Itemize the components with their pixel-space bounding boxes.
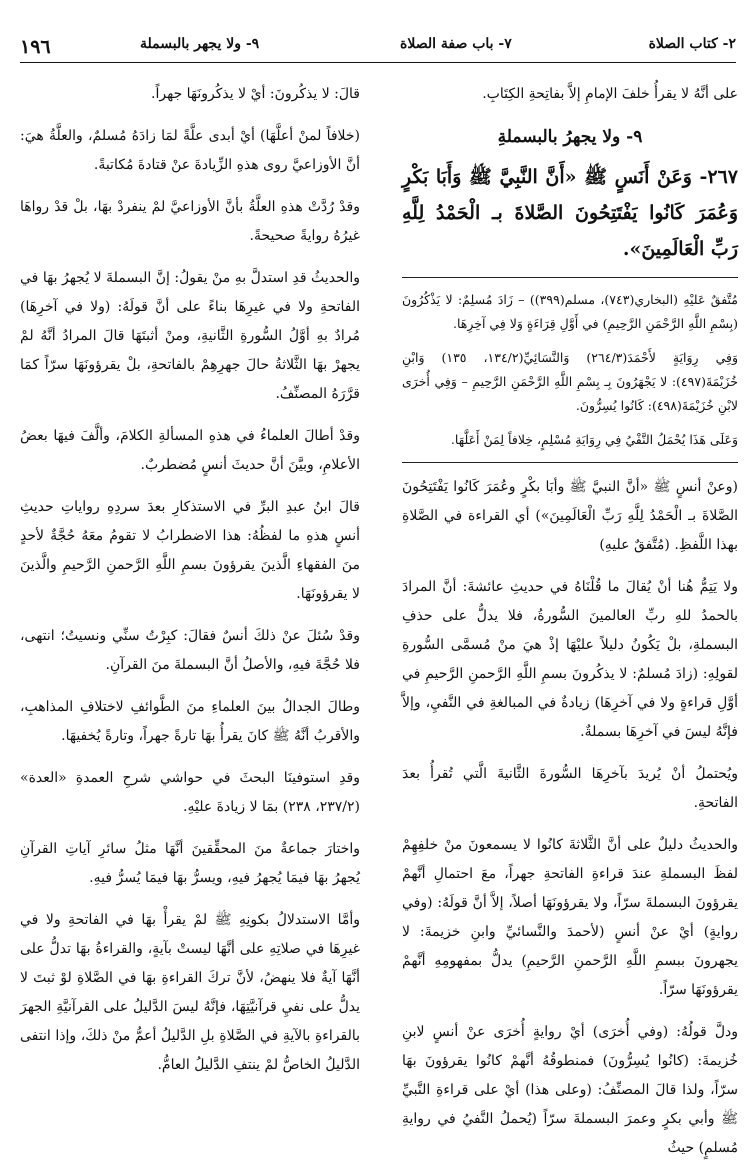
commentary-paragraph: وقدِ استوفينَا البحثَ في حواشي شرحِ العمدةِ «العدة» (٢٣٧/٢، ٢٣٨) بمَا لا زيادةَ عليْهِ. — [20, 770, 360, 815]
running-header — [20, 36, 736, 62]
commentary-paragraph: ويُحتملُ أنْ يُريدَ بآخرِهَا السُّورةَ الثَّانيةَ الَّتي تُقرأُ بعدَ الفاتحةِ. — [402, 766, 738, 811]
header-section-title: ٩- ولا يجهر بالبسملة — [140, 36, 260, 52]
commentary-paragraph: والحديثُ قدِ استدلَّ بهِ منْ يقولُ: إنَّ البسملةَ لا يُجهرُ بهَا في الفاتحةِ ولا في غيرِهَا بناءً على أنَّ قولَهُ: (ولا في آخرِهَا) مُرادٌ بهِ أوَّلُ السُّورةِ الثَّانيةِ، ومنْ أثبتَهَا قالَ المرادُ أنَّهُ لمْ يجهرْ بهَا الثَّلاثةُ حالَ جهرِهِمْ بالفاتحةِ، بلْ يقرؤونَهَا سرّاً كمَا قرَّرَهُ المصنِّفُ. — [20, 270, 360, 402]
page-number: ١٩٦ — [20, 36, 51, 58]
header-book-title: ٢- كتاب الصلاة — [648, 36, 736, 52]
commentary-paragraph: واختارَ جماعةٌ منَ المحقِّقينَ أنَّهَا مثلُ سائرِ آياتِ القرآنِ يُجهرُ بهَا فيمَا يُجهرُ فيهِ، ويسرُّ بهَا فيمَا يُسرُّ فيهِ. — [20, 841, 360, 886]
left-column — [20, 80, 360, 1090]
takhrij-paragraph: وَعَلَى هَذَا يُحْمَلُ النَّفْيُ فِي رِوَايَةِ مُسْلِمٍ، خِلافاً لِمَنْ أَعَلَّهَا. — [450, 432, 738, 447]
commentary-paragraph: وقدْ رُدَّتْ هذهِ العلَّةُ بأنَّ الأوزاعيَّ لمْ ينفردْ بهَا، بلْ قدْ رواهَا غيرُهُ روايةً صحيحةً. — [20, 199, 360, 244]
commentary-paragraph: (خلافاً لمنْ أعلَّهَا) أيْ أبدى علَّةً لمَا زادَهُ مُسلمٌ، والعلَّةُ هيَ: أنَّ الأوزاعيَّ روى هذهِ الزِّيادةَ عنْ قتادةَ مُكاتبةً. — [20, 128, 360, 173]
right-column — [402, 80, 738, 1156]
commentary-paragraph: وطالَ الجدالُ بينَ العلماءِ منَ الطَّوائفِ لاختلافِ المذاهبِ، والأقربُ أنَّهُ ﷺ كانَ يقرأُ بهَا تارةً جهراً، وتارةً يُخفيهَا. — [20, 699, 360, 744]
hadith-rule — [402, 277, 738, 278]
commentary-paragraph: وقدْ أطالَ العلماءُ في هذهِ المسألةِ الكلامَ، وألَّفَ فيهَا بعضُ الأعلامِ، وبيَّنَ أنَّ حديثَ أنسٍ مُضطربٌ. — [20, 428, 360, 473]
commentary-paragraph: ولا يَتِمُّ هُنا أنْ يُقالَ ما قُلْنَاهُ في حديثِ عائشةَ: أنَّ المرادَ بالحمدُ للهِ ربِّ العالمينَ السُّورةُ، فلا يدلُّ على حذفِ البسملةِ، بلْ يَكُونُ دليلاً عليْهَا إذْ هيَ منْ مُسمَّى السُّورةِ لقولِهِ: (زادَ مُسلمٌ: لا يذكُرونَ بسمِ اللَّهِ الرَّحمنِ الرَّحيمِ في أوَّلِ قراءةٍ ولا في آخرِهَا) زيادةٌ في المبالغةِ في النَّفيِ، وإلاَّ فإنَّهُ ليسَ في آخرِهَا بسملةٌ. — [402, 579, 738, 740]
commentary-paragraph: قالَ: لا يذكُرونَ: أيْ لا يذكُرونَهَا جهراً. — [151, 86, 360, 102]
commentary-paragraph: والحديثُ دليلٌ على أنَّ الثَّلاثةَ كانُوا لا يسمعونَ منْ خلفِهِمْ لفظَ البسملةِ عندَ قراءةِ الفاتحةِ جهراً، معَ احتمالِ أنَّهمْ يقرؤونَ البسملةَ سرّاً، ولا يقرؤونَهَا أصلاً، إلاَّ أنَّ قولَهُ: (وفي روايةٍ) أيْ عنْ أنسٍ (لأحمدَ والنَّسائيِّ وابنِ خزيمةَ: لا يجهرونَ ببسمِ اللَّهِ الرَّحمنِ الرَّحيمِ) يدلُّ بمفهومِهِ أنَّهمْ يقرؤونَهَا سرّاً. — [402, 837, 738, 998]
section-heading: ٩- ولا يجهرُ بالبسملةِ — [497, 127, 643, 147]
header-rule — [20, 62, 736, 63]
commentary-paragraph: قالَ ابنُ عبدِ البرِّ في الاستذكارِ بعدَ سردِهِ رواياتِ حديثِ أنسٍ هذهِ ما لفظُهُ: هذا الاضطرابُ لا تقومُ معَهُ حُجَّةٌ لأحدٍ منَ الفقهاءِ الَّذينَ يقرؤونَ بسمِ اللَّهِ الرَّحمنِ الرَّحيمِ والَّذينَ لا يقرؤونَهَا. — [20, 499, 360, 602]
commentary-paragraph: (وعنْ أنسٍ ﷺ «أنَّ النبيَّ ﷺ وأبَا بكْرٍ وعُمَرَ كَانُوا يَفْتَتِحُونَ الصَّلاةَ بـ الْحَمْدُ لِلَّهِ رَبِّ الْعَالَمِينَ») أي القراءة في الصَّلاةِ بهذا اللَّفظِ. (مُتَّفقٌ عليهِ) — [402, 479, 738, 553]
commentary-paragraph: وأمَّا الاستدلالُ بكونِهِ ﷺ لمْ يقرأْ بهَا في الفاتحةِ ولا في غيرِهَا في صلاتِهِ على أنَّهَا ليستْ بآيةٍ، والقراءةُ بهَا تدلُّ على أنَّهَا آيةٌ فلا ينهضُ، لأنَّ تركَ القراءةِ بهَا في الصَّلاةِ لوْ ثبتَ لا يدلُّ على نفيِ قرآنيَّتِهَا، فإنَّهُ ليسَ الدَّليلُ على القرآنيَّةِ الجهرَ بالقراءةِ بالآيةِ في الصَّلاةِ بلِ الدَّليلُ أعمُّ منْ ذلكَ، وإذا انتفى الدَّليلُ الخاصُّ لمْ ينتفِ الدَّليلُ العامُّ. — [20, 912, 360, 1073]
commentary-rule — [402, 462, 738, 463]
takhrij-paragraph: وَفِي رِوَايَةٍ لأَحْمَدَ(٢٦٤/٣) وَالنَّسَائِيِّ(١٣٤/٢، ١٣٥) وَابْنِ خُزَيْمَةَ(٤٩٧): لا يَجْهَرُونَ بِـ بِسْمِ اللَّهِ الرَّحْمَنِ الرَّحِيمِ – وَفِي أُخرَى لابْنِ خُزَيْمَةَ(٤٩٨): كَانُوا يُسِرُّونَ. — [402, 350, 738, 413]
header-chapter-title: ٧- باب صفة الصلاة — [400, 36, 512, 52]
commentary-paragraph: ودلَّ قولُهُ: (وفي أُخرَى) أيْ روايةٍ أُخرَى عنْ أنسٍ لابنِ خُزيمةَ: (كانُوا يُسِرُّونَ) فمنطوقُهُ أنَّهمْ كانُوا يقرؤونَ بهَا سرّاً، ولذا قالَ المصنِّفُ: (وعلى هذا) أيْ على قراءةِ النَّبيِّ ﷺ وأبي بكرٍ وعمرَ البسملةَ سرّاً (يُحملُ النَّفيُ في روايةِ مُسلمٍ) حيثُ — [402, 1024, 738, 1156]
intro-paragraph: على أنَّهُ لا يقرأُ خلفَ الإمامِ إلاَّ بفاتِحةِ الكِتَابِ. — [482, 86, 738, 102]
commentary-paragraph: وقدْ سُئلَ عنْ ذلكَ أنسٌ فقالَ: كبِرْتُ سنِّي ونسيتُ؛ انتهى، فلا حُجَّةَ فيهِ، والأصلُ أنَّ البسملةَ منَ القرآنِ. — [20, 628, 360, 673]
hadith-text: ٢٦٧- وَعَنْ أَنَسٍ ﷺ «أَنَّ النَّبِيَّ ﷺ وَأَبَا بَكْرٍ وَعُمَرَ كَانُوا يَفْتَتِحُونَ الصَّلاةَ بـ الْحَمْدُ لِلَّهِ رَبِّ الْعَالَمِينَ». — [402, 166, 738, 260]
takhrij-paragraph: مُتَّفقٌ عَليْهِ (البخاري(٧٤٣)، مسلم(٣٩٩)) – زَادَ مُسلِمٌ: لا يَذْكُرُونَ (بِسْمِ اللَّهِ الرَّحْمَنِ الرَّحِيمِ) في أَوَّلِ قِرَاءَةٍ وَلا فِي آخِرِهَا. — [402, 292, 738, 331]
